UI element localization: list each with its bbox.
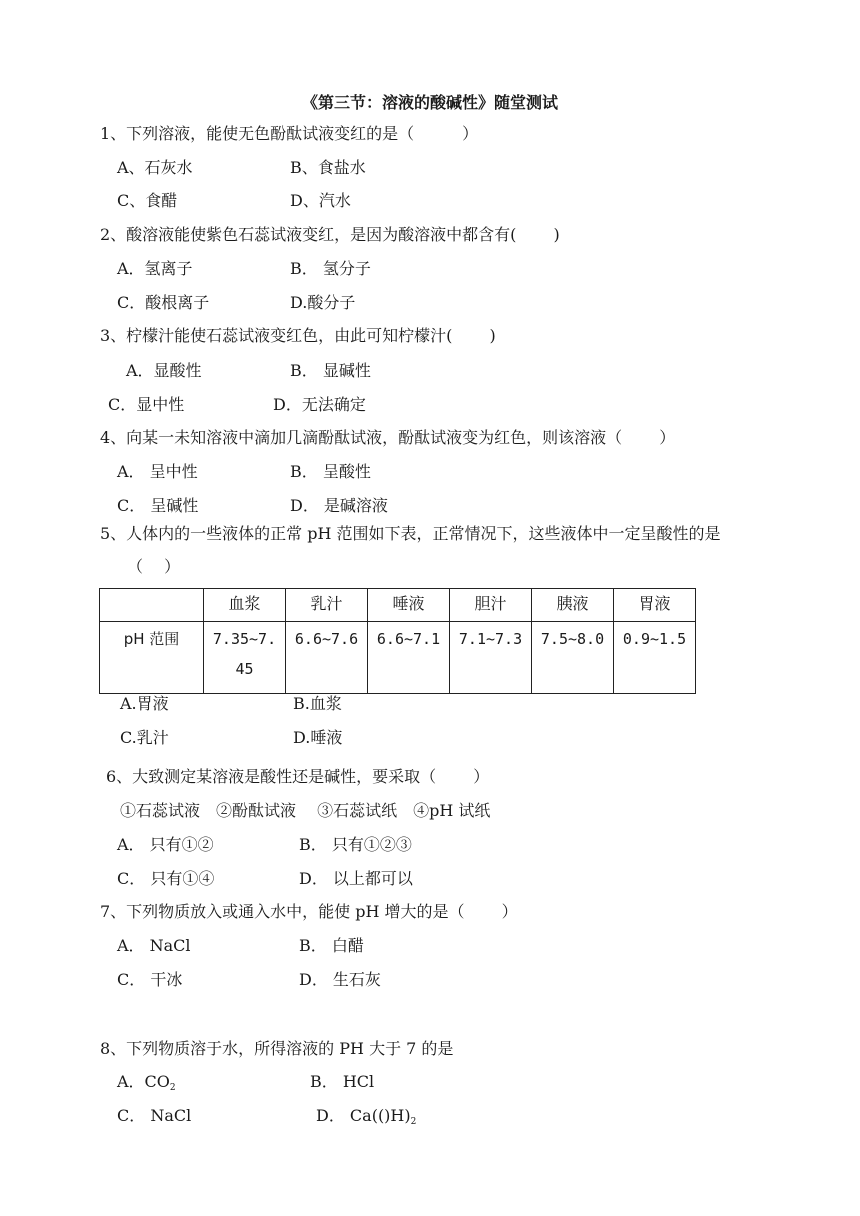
table-row-label: pH 范围 <box>100 622 204 694</box>
question-7-stem: 7、下列物质放入或通入水中，能使 pH 增大的是（ ） <box>100 902 518 921</box>
question-6-option-a: A． 只有①② <box>117 835 214 854</box>
question-8-stem: 8、下列物质溶于水，所得溶液的 PH 大于 7 的是 <box>100 1039 454 1058</box>
table-cell: 7.1~7.3 <box>450 622 532 694</box>
question-1-option-a: A、石灰水 <box>117 158 193 177</box>
question-4-stem: 4、向某一未知溶液中滴加几滴酚酞试液，酚酞试液变为红色，则该溶液（ ） <box>100 428 676 447</box>
question-7-option-a: A． NaCl <box>117 936 191 955</box>
question-6-option-d: D． 以上都可以 <box>299 869 413 888</box>
page-title: 《第三节：溶液的酸碱性》随堂测试 <box>301 93 558 112</box>
table-cell: 6.6~7.6 <box>286 622 368 694</box>
table-cell: 0.9~1.5 <box>614 622 696 694</box>
question-7-option-d: D． 生石灰 <box>299 970 381 989</box>
table-cell: 6.6~7.1 <box>368 622 450 694</box>
question-3-option-b: B． 显碱性 <box>290 361 371 380</box>
question-8-option-d <box>316 1106 416 1132</box>
table-header-cell: 血浆 <box>204 589 286 622</box>
question-2-option-c: C．酸根离子 <box>117 293 210 312</box>
question-5-option-c: C.乳汁 <box>120 728 169 747</box>
subscript: 2 <box>169 1083 176 1093</box>
question-8-option-a <box>117 1072 176 1098</box>
table-cell: 7.5~8.0 <box>532 622 614 694</box>
question-6-stem: 6、大致测定某溶液是酸性还是碱性，要采取（ ） <box>106 767 490 786</box>
table-header-cell: 胃液 <box>614 589 696 622</box>
question-3-option-c: C．显中性 <box>108 395 185 414</box>
question-2-stem: 2、酸溶液能使紫色石蕊试液变红，是因为酸溶液中都含有( ) <box>100 225 560 244</box>
question-1-stem: 1、下列溶液，能使无色酚酞试液变红的是（ ） <box>100 124 479 143</box>
table-header-cell: 乳汁 <box>286 589 368 622</box>
question-1-option-b: B、食盐水 <box>290 158 366 177</box>
question-6-option-c: C． 只有①④ <box>117 869 215 888</box>
question-5-option-a: A.胃液 <box>120 694 169 713</box>
question-6-items: ①石蕊试液 ②酚酞试液 ③石蕊试纸 ④pH 试纸 <box>120 801 491 820</box>
question-5-option-b: B.血浆 <box>293 694 342 713</box>
question-3-option-d: D．无法确定 <box>273 395 366 414</box>
question-4-option-d: D． 是碱溶液 <box>290 496 388 515</box>
table-header-row <box>100 589 696 622</box>
question-2-option-d: D.酸分子 <box>290 293 356 312</box>
table-header-cell <box>100 589 204 622</box>
question-3-option-a: A．显酸性 <box>126 361 202 380</box>
table-cell-plasma <box>204 622 286 694</box>
table-cell-plasma-line1: 7.35~7. <box>212 630 277 648</box>
question-1-option-c: C、食醋 <box>117 191 178 210</box>
question-7-option-c: C． 干冰 <box>117 970 183 989</box>
table-header-cell: 胆汁 <box>450 589 532 622</box>
table-header-cell: 胰液 <box>532 589 614 622</box>
question-5-stem-bracket: （ ） <box>127 557 181 576</box>
question-5-stem: 5、人体内的一些液体的正常 pH 范围如下表，正常情况下，这些液体中一定呈酸性的是 <box>100 524 721 543</box>
question-8-option-b: B． HCl <box>310 1072 375 1091</box>
question-3-stem: 3、柠檬汁能使石蕊试液变红色，由此可知柠檬汁( ) <box>100 326 496 345</box>
question-4-option-b: B． 呈酸性 <box>290 462 371 481</box>
table-cell-plasma-line2: 45 <box>235 660 254 678</box>
question-4-option-c: C． 呈碱性 <box>117 496 199 515</box>
subscript: 2 <box>410 1117 417 1127</box>
question-5-option-d: D.唾液 <box>293 728 343 747</box>
question-2-option-a: A．氢离子 <box>117 259 193 278</box>
question-8-option-c: C． NaCl <box>117 1106 192 1125</box>
ph-range-table <box>99 588 696 694</box>
table-header-cell: 唾液 <box>368 589 450 622</box>
question-2-option-b: B． 氢分子 <box>290 259 371 278</box>
question-1-option-d: D、汽水 <box>290 191 351 210</box>
table-row <box>100 622 696 694</box>
question-8-option-a-text: A．CO <box>117 1072 170 1091</box>
question-4-option-a: A． 呈中性 <box>117 462 198 481</box>
question-6-option-b: B． 只有①②③ <box>299 835 412 854</box>
question-8-option-d-text: D． Ca(()H) <box>316 1106 411 1125</box>
question-7-option-b: B． 白醋 <box>299 936 364 955</box>
